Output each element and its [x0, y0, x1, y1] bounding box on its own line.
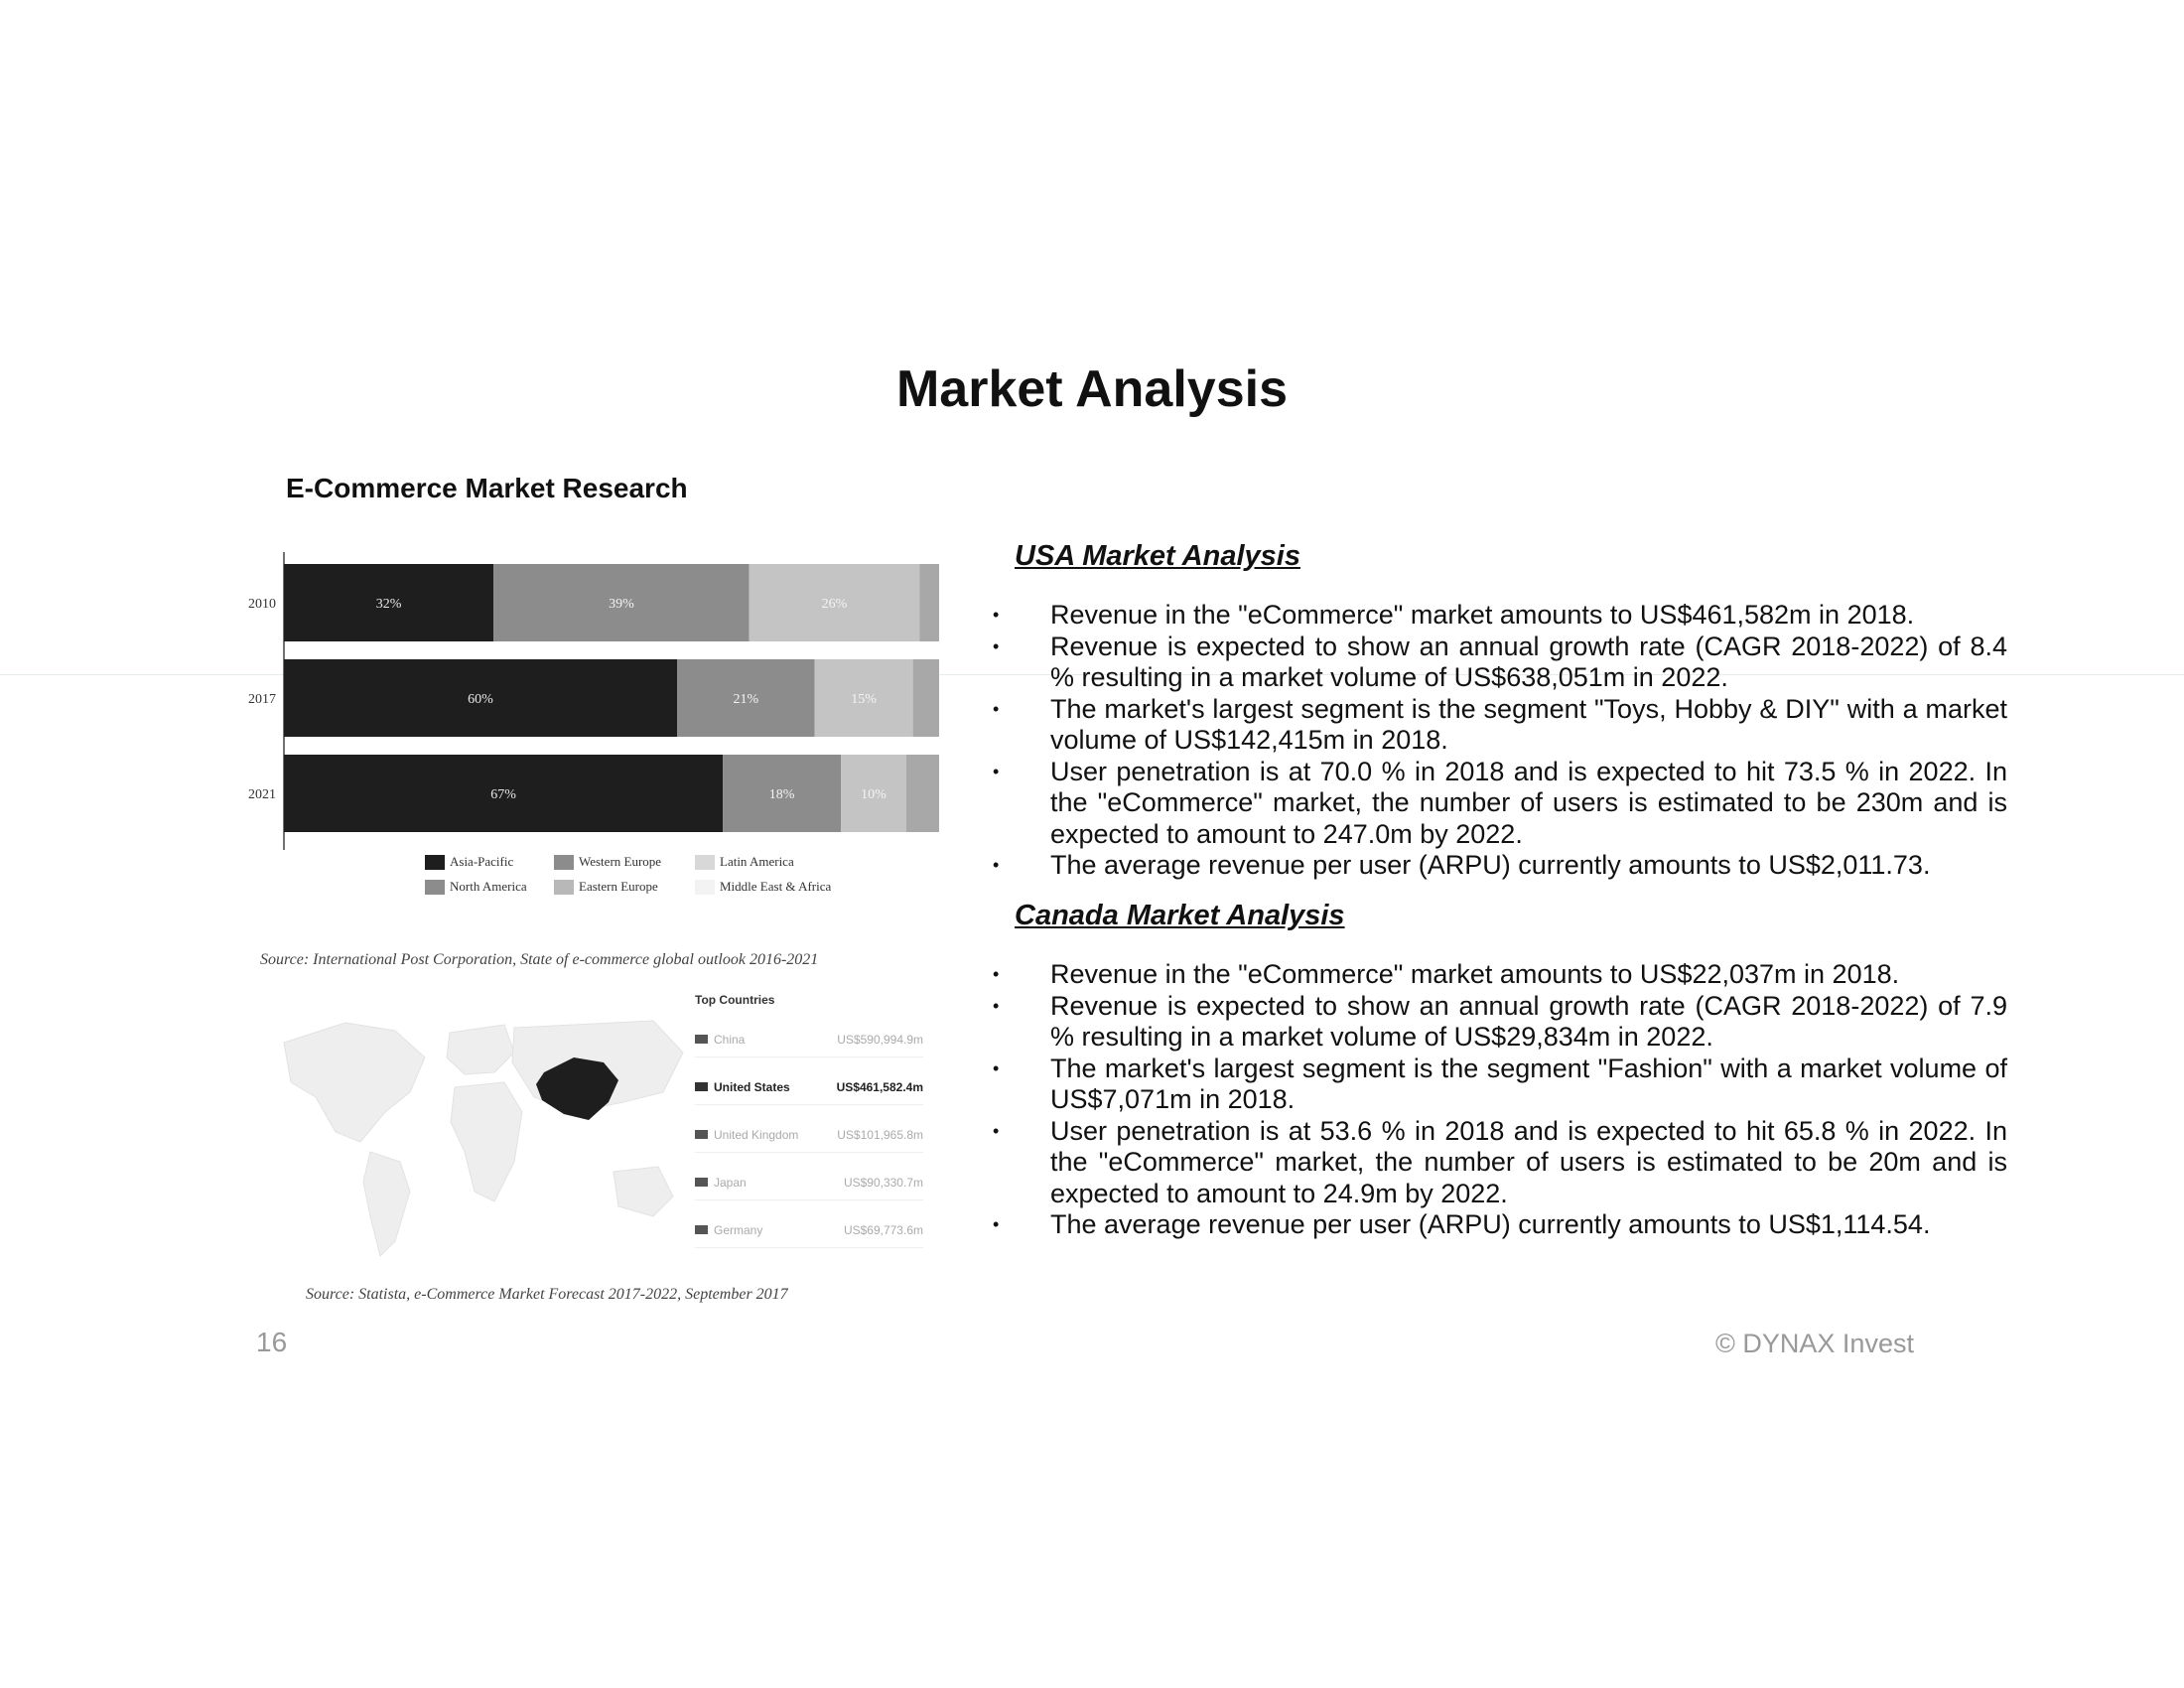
- bar-data-label: 10%: [861, 787, 887, 802]
- canada-section-heading: Canada Market Analysis: [1015, 900, 1345, 931]
- table-row: [695, 1223, 923, 1271]
- list-item: • The market's largest segment is the segment "Toys, Hobby & DIY" with a market volume of US$142,415m in 2018.: [1015, 694, 2007, 757]
- country-name: United Kingdom: [714, 1128, 799, 1142]
- top-countries-table: [695, 993, 923, 1271]
- stacked-bar-chart: [234, 552, 949, 850]
- list-item: • Revenue is expected to show an annual growth rate (CAGR 2018-2022) of 7.9 % resulting in a market volume of US$29,834m in 2022.: [1015, 991, 2007, 1054]
- list-item: • The market's largest segment is the segment "Fashion" with a market volume of US$7,071m in 2018.: [1015, 1054, 2007, 1116]
- page-number: 16: [256, 1327, 288, 1357]
- bar-data-label: 39%: [609, 597, 634, 612]
- legend-label: North America: [450, 879, 527, 894]
- list-item: • The average revenue per user (ARPU) currently amounts to US$2,011.73.: [1015, 850, 2007, 882]
- top-countries-title: Top Countries: [695, 993, 775, 1007]
- legend-label: Eastern Europe: [579, 879, 658, 894]
- flag-icon: [695, 1225, 708, 1234]
- table-row: [695, 1128, 923, 1176]
- legend-label: Asia-Pacific: [450, 854, 514, 869]
- country-name: United States: [714, 1080, 790, 1094]
- left-heading: E-Commerce Market Research: [286, 473, 688, 503]
- list-item: • User penetration is at 70.0 % in 2018 and is expected to hit 73.5 % in 2022. In the "eCommerce" market, the number of users is estimated to be 230m and is expected to amount to 247.0m by 2022.: [1015, 757, 2007, 851]
- bar-data-label: 18%: [768, 787, 795, 802]
- country-revenue: US$69,773.6m: [843, 1223, 923, 1237]
- table-row: [695, 1033, 923, 1080]
- copyright-notice: © DYNAX Invest: [1715, 1329, 1914, 1358]
- flag-icon: [695, 1130, 708, 1139]
- country-name: Germany: [714, 1223, 763, 1237]
- category-tick-label: 2017: [248, 692, 276, 707]
- flag-icon: [695, 1035, 708, 1044]
- country-name: China: [714, 1033, 746, 1047]
- legend-swatch: [554, 855, 574, 870]
- category-tick-label: 2010: [248, 597, 276, 612]
- country-revenue: US$590,994.9m: [837, 1033, 923, 1047]
- bar-data-label: 21%: [733, 692, 759, 707]
- chart-legend: [425, 854, 901, 904]
- table-row: [695, 1176, 923, 1223]
- legend-label: Western Europe: [579, 854, 662, 869]
- legend-item: [554, 879, 658, 895]
- bar-segment: [919, 564, 939, 641]
- list-item: • The average revenue per user (ARPU) currently amounts to US$1,114.54.: [1015, 1209, 2007, 1241]
- country-revenue: US$461,582.4m: [836, 1080, 923, 1094]
- legend-item: [695, 879, 831, 895]
- bar-segment: [906, 755, 939, 832]
- flag-icon: [695, 1178, 708, 1187]
- bar-data-label: 60%: [468, 692, 493, 707]
- legend-item: [425, 854, 513, 870]
- legend-item: [554, 854, 661, 870]
- list-item: • Revenue is expected to show an annual growth rate (CAGR 2018-2022) of 8.4 % resulting in a market volume of US$638,051m in 2022.: [1015, 632, 2007, 694]
- bar-segment: [913, 659, 939, 737]
- page-title: Market Analysis: [895, 360, 1289, 418]
- chart-source-note: Source: International Post Corporation, State of e-commerce global outlook 2016-2021: [260, 951, 819, 968]
- usa-section-heading: USA Market Analysis: [1015, 540, 1300, 572]
- legend-label: Latin America: [720, 854, 794, 869]
- map-source-note: Source: Statista, e-Commerce Market Forecast 2017-2022, September 2017: [306, 1286, 788, 1303]
- table-row: [695, 1080, 923, 1128]
- legend-swatch: [425, 855, 445, 870]
- flag-icon: [695, 1082, 708, 1091]
- legend-swatch: [554, 880, 574, 895]
- bar-data-label: 67%: [490, 787, 516, 802]
- legend-swatch: [695, 880, 715, 895]
- legend-label: Middle East & Africa: [720, 879, 832, 894]
- bar-data-label: 26%: [821, 597, 848, 612]
- legend-item: [695, 854, 794, 870]
- list-item: • Revenue in the "eCommerce" market amounts to US$461,582m in 2018.: [1015, 600, 2007, 632]
- legend-item: [425, 879, 527, 895]
- list-item: • User penetration is at 53.6 % in 2018 and is expected to hit 65.8 % in 2022. In the "eCommerce" market, the number of users is estimated to be 20m and is expected to amount to 24.9m by 2022.: [1015, 1116, 2007, 1210]
- bar-data-label: 32%: [375, 597, 402, 612]
- legend-swatch: [425, 880, 445, 895]
- category-tick-label: 2021: [248, 787, 276, 802]
- usa-bullet-list: [1015, 600, 2007, 882]
- list-item: • Revenue in the "eCommerce" market amounts to US$22,037m in 2018.: [1015, 959, 2007, 991]
- world-map: [276, 1003, 693, 1271]
- legend-swatch: [695, 855, 715, 870]
- country-revenue: US$101,965.8m: [837, 1128, 923, 1142]
- bar-data-label: 15%: [851, 692, 877, 707]
- country-name: Japan: [714, 1176, 747, 1190]
- country-revenue: US$90,330.7m: [843, 1176, 923, 1190]
- canada-bullet-list: [1015, 959, 2007, 1241]
